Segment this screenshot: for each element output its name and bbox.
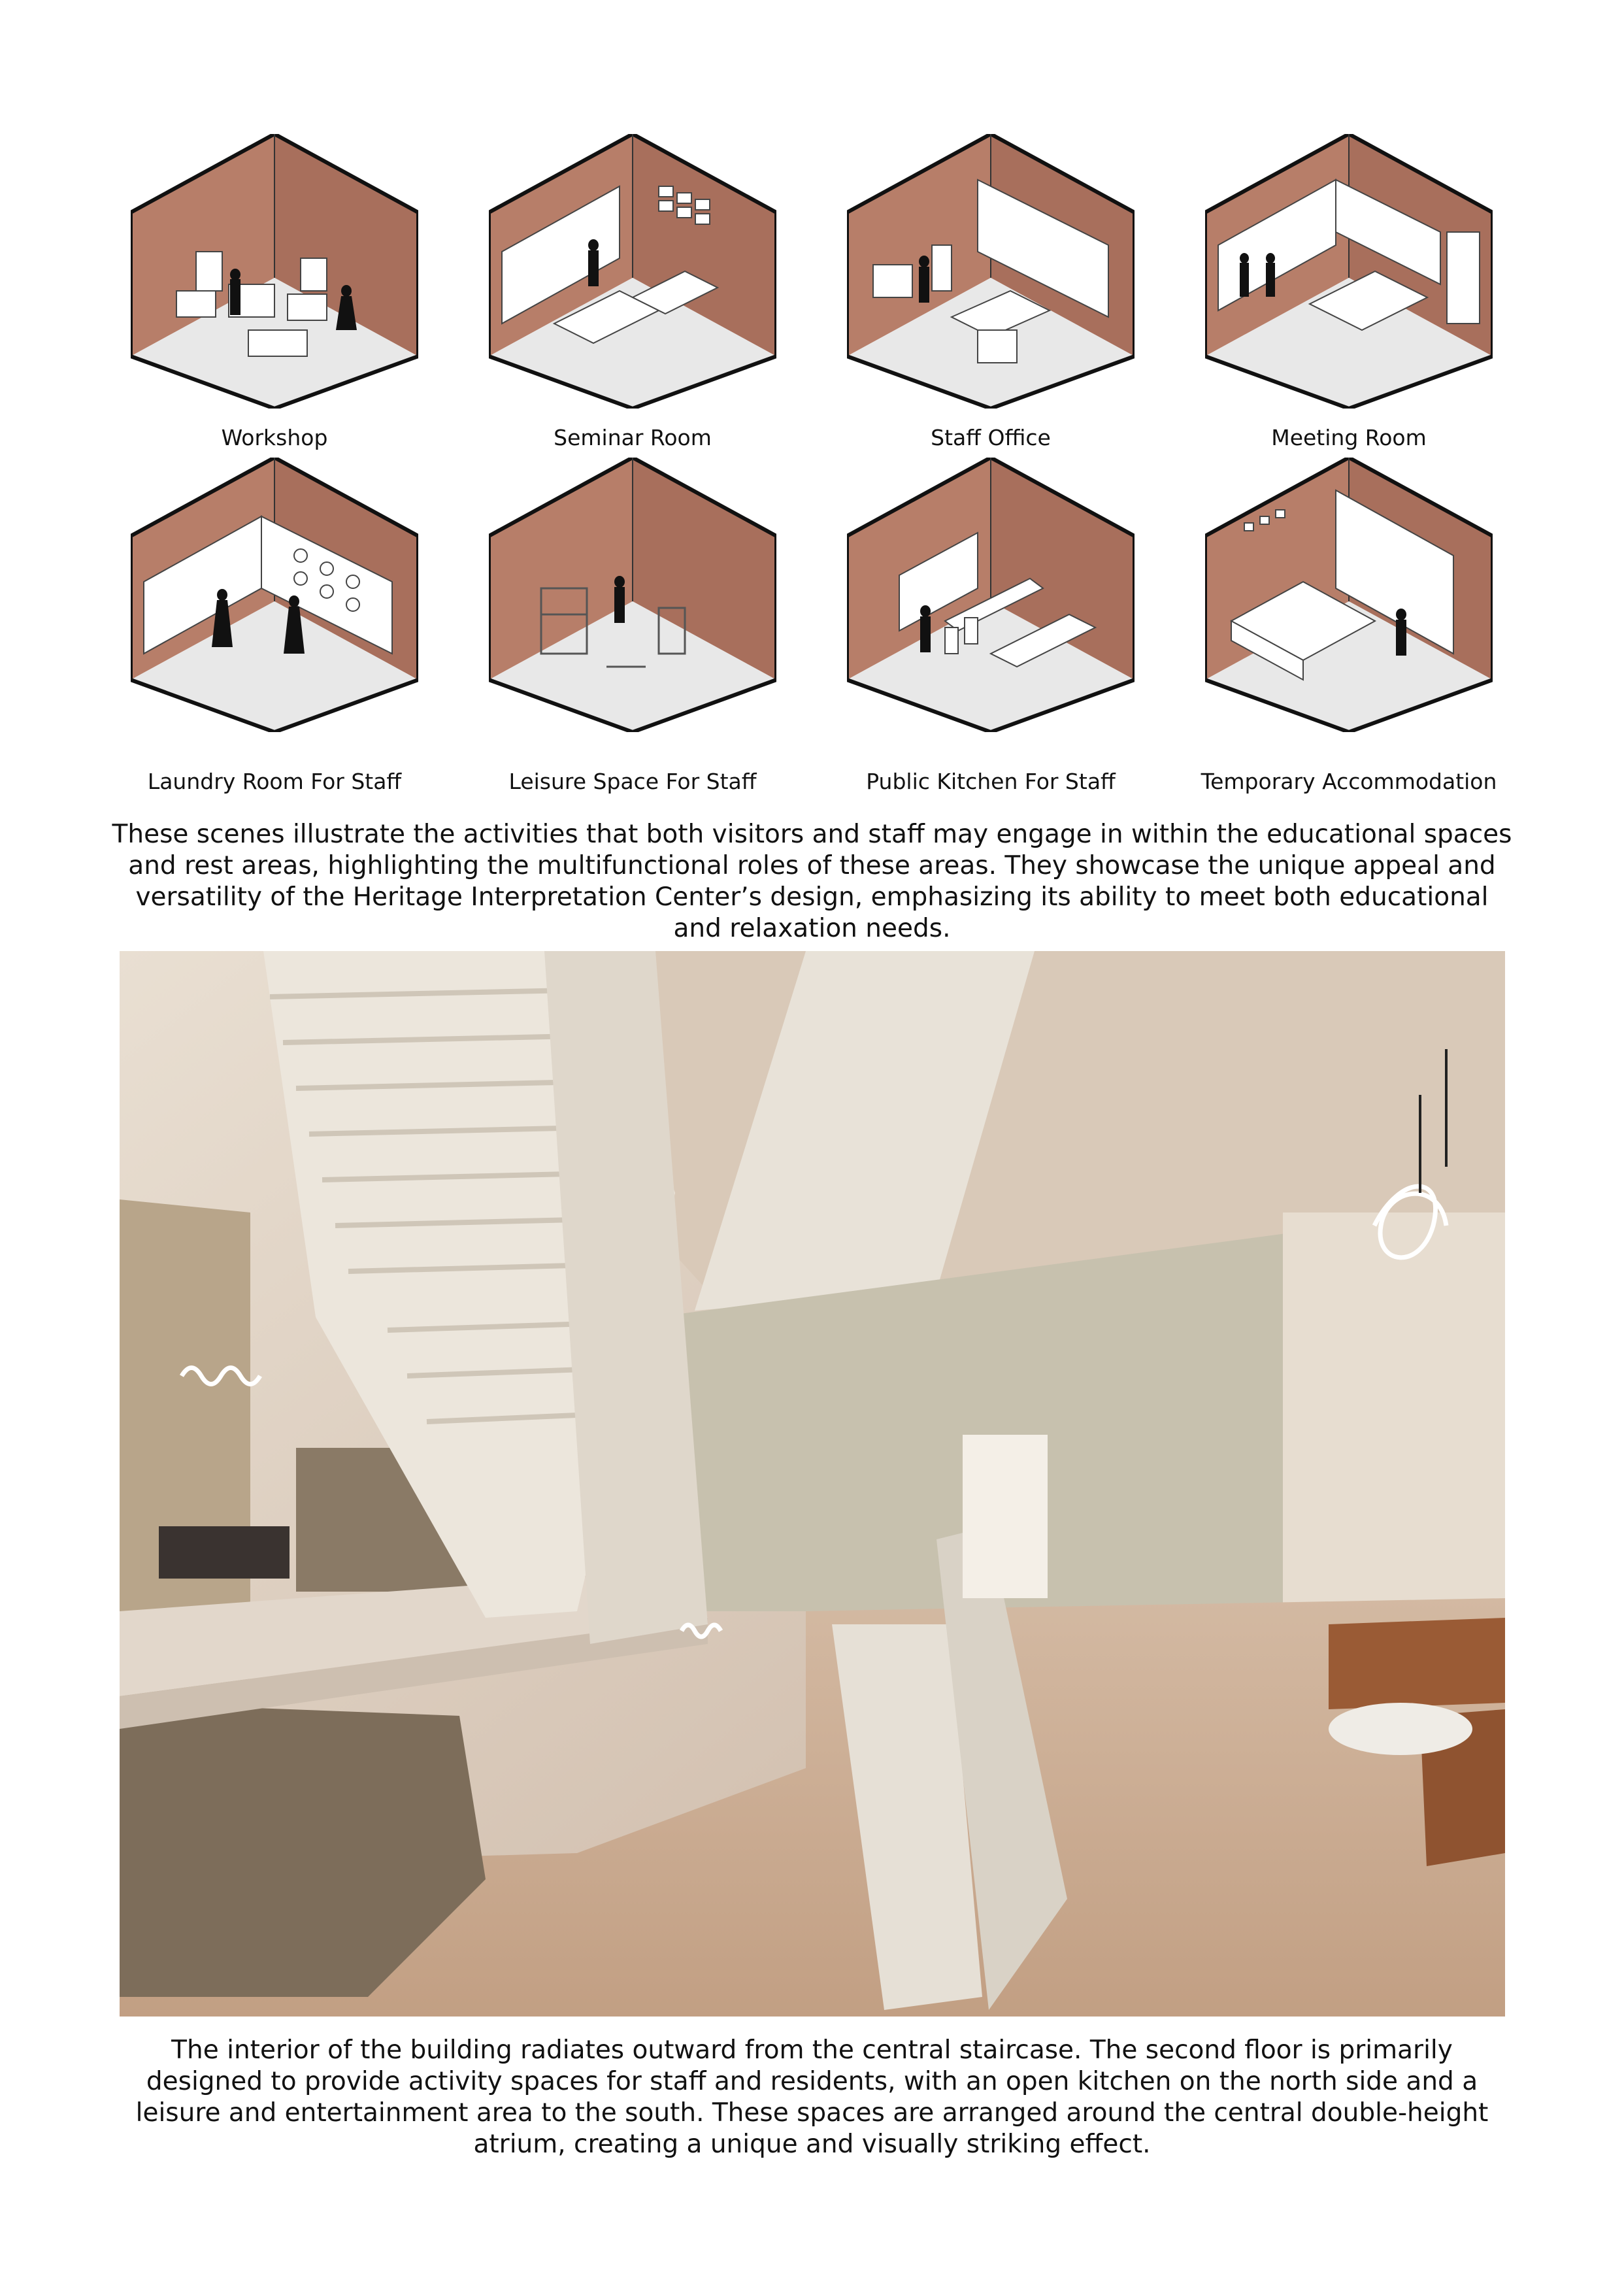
room-cube-staff-office [847, 134, 1135, 409]
room-cube-leisure-space [489, 458, 776, 732]
room-label-workshop: Workshop [221, 425, 328, 450]
rooms-description-caption: These scenes illustrate the activities that both visitors and staff may engage in within the educational spaces and rest areas, highlighting the multifunctional roles of these areas. They showcase the unique appeal and versatility of the Heritage Interpretation Center’s design, emphasizing its ability to meet both educational and relaxation needs. [112, 820, 1512, 943]
interior-description-caption: The interior of the building radiates outward from the central staircase. The second floor is primarily designed to provide activity spaces for staff and residents, with an open kitchen on the north side and a leisure and entertainment area to the south. These spaces are arranged around the central double-height atrium, creating a unique and visually striking effect. [135, 2035, 1489, 2159]
interior-staircase-render [120, 951, 1505, 2017]
room-cube-laundry-room [131, 458, 418, 732]
room-label-seminar-room: Seminar Room [554, 425, 712, 450]
workshop-axonometric [131, 134, 418, 409]
seminar-room-axonometric [489, 134, 776, 409]
room-axonometric-grid [0, 0, 1624, 817]
temporary-accommodation-axonometric [1205, 458, 1493, 732]
room-cube-meeting-room [1205, 134, 1493, 409]
interior-render [120, 951, 1505, 2017]
room-cube-workshop [131, 134, 418, 409]
room-label-leisure-space: Leisure Space For Staff [508, 769, 757, 794]
leisure-space-axonometric [489, 458, 776, 732]
laundry-room-axonometric [131, 458, 418, 732]
room-cube-temporary-accommodation [1205, 458, 1493, 732]
staff-office-axonometric [847, 134, 1135, 409]
room-label-temporary-accommodation: Temporary Accommodation [1201, 769, 1497, 794]
room-label-staff-office: Staff Office [931, 425, 1051, 450]
room-cube-seminar-room [489, 134, 776, 409]
room-label-meeting-room: Meeting Room [1271, 425, 1427, 450]
public-kitchen-axonometric [847, 458, 1135, 732]
room-label-public-kitchen: Public Kitchen For Staff [866, 769, 1116, 794]
room-cube-public-kitchen [847, 458, 1135, 732]
room-label-laundry-room: Laundry Room For Staff [147, 769, 402, 794]
meeting-room-axonometric [1205, 134, 1493, 409]
